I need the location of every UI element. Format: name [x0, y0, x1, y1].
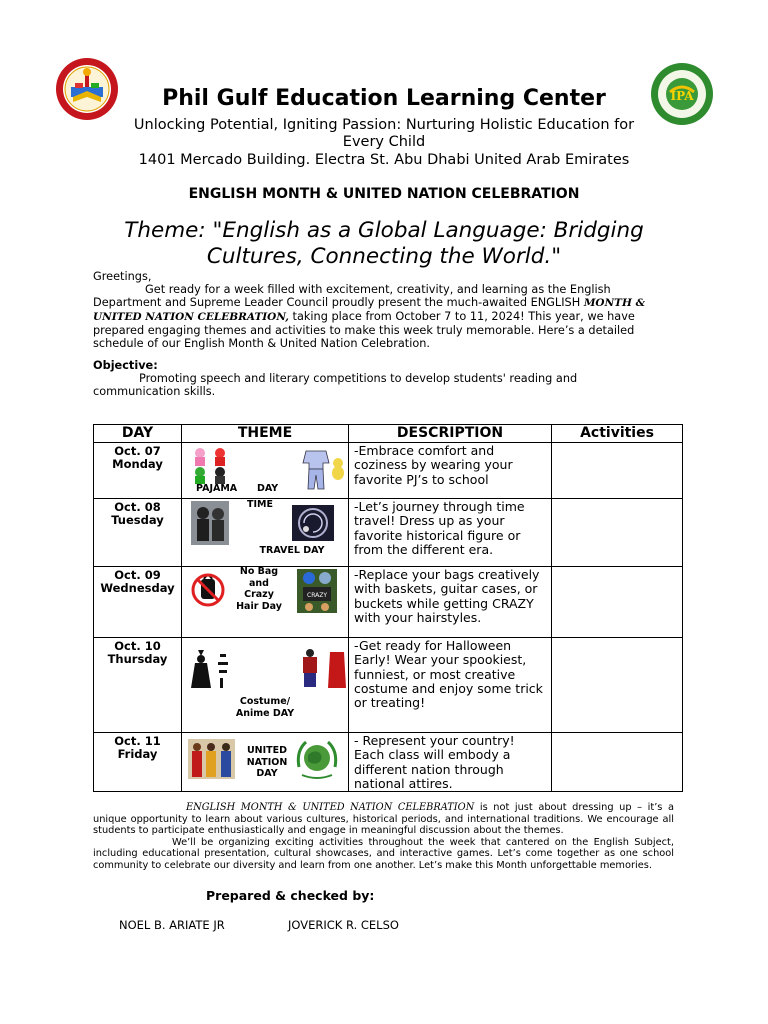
header-activities: Activities: [552, 425, 683, 443]
school-name: Phil Gulf Education Learning Center: [162, 86, 606, 111]
school-address: 1401 Mercado Building. Electra St. Abu Dhabi United Arab Emirates: [138, 152, 630, 168]
description-cell: -Let’s journey through time travel! Dress up as your favorite historical figure or from the different era.: [349, 499, 552, 567]
intro-paragraph: [93, 283, 663, 350]
theme-label: PAJAMA DAY: [196, 483, 279, 494]
closing-text-1: is not just about dressing up – it’s a unique opportunity to learn about various cultures, historical periods, and international traditions. We encourage all students to participate enthusiastically and engage in meaningful discussion about the themes.: [93, 802, 674, 836]
row-date: Oct. 08: [114, 500, 161, 514]
activities-cell: [552, 443, 683, 499]
closing-paragraphs: [93, 802, 674, 871]
plush-toy-image: [331, 457, 345, 481]
table-row: [94, 567, 683, 638]
description-cell: -Replace your bags creatively with baskets, guitar cases, or buckets while getting CRAZY with your hairstyles.: [349, 567, 552, 638]
event-title: ENGLISH MONTH & UNITED NATION CELEBRATION: [188, 186, 580, 202]
activities-cell: [552, 638, 683, 733]
theme-label: UNITED NATION DAY: [246, 745, 288, 779]
table-row: [94, 443, 683, 499]
pajama-set-image: [302, 449, 330, 491]
activities-cell: [552, 499, 683, 567]
united-nations-emblem-image: [294, 737, 340, 781]
row-weekday: Friday: [117, 747, 158, 761]
theme-cell: [182, 443, 349, 499]
theme-label: Costume/ Anime DAY: [235, 696, 295, 719]
svg-text:CRAZY: CRAZY: [307, 592, 327, 599]
superhero-costume-image: [300, 648, 346, 690]
intro-text-a: Get ready for a week filled with excitement, creativity, and learning as the English Department and Supreme Leader Council proudly present the much-awaited ENGLISH: [93, 283, 611, 309]
row-date: Oct. 09: [114, 568, 161, 582]
activities-cell: [552, 567, 683, 638]
theme-cell: [182, 567, 349, 638]
no-bag-icon: [191, 567, 225, 613]
header-day: DAY: [94, 425, 182, 443]
schedule-table: [93, 424, 683, 792]
row-weekday: Thursday: [107, 652, 168, 666]
row-weekday: Monday: [112, 457, 163, 471]
description-cell: - Represent your country! Each class will embody a different nation through national attires.: [349, 733, 552, 792]
right-logo-text: IPA: [670, 89, 694, 103]
national-attire-image: [188, 739, 235, 779]
row-date: Oct. 10: [114, 639, 161, 653]
theme-label: No Bag and Crazy Hair Day: [236, 566, 282, 612]
closing-paragraph-2: We’ll be organizing exciting activities throughout the week that cantered on the English Subject, including educational presentation, cultural showcases, and interactive games. Let’s come together as one school community to celebrate our diversity and learn from one another. Let’s make this Month unforgettable memories.: [93, 836, 674, 871]
table-header-row: [94, 425, 683, 443]
objective-text: Promoting speech and literary competitions to develop students' reading and communication skills.: [93, 372, 578, 398]
table-row: [94, 733, 683, 792]
signer-2: JOVERICK R. CELSO: [288, 918, 399, 932]
header-description: DESCRIPTION: [349, 425, 552, 443]
theme-label-top: TIME: [247, 499, 273, 510]
table-row: [94, 638, 683, 733]
signer-1: NOEL B. ARIATE JR: [119, 918, 225, 932]
closing-emphasis: ENGLISH MONTH & UNITED NATION CELEBRATION: [186, 802, 475, 813]
crazy-hair-image: [297, 569, 337, 613]
objective-label: Objective:: [93, 359, 158, 372]
closing-paragraph-1: [93, 802, 674, 837]
row-weekday: Wednesday: [100, 581, 175, 595]
greeting: Greetings,: [93, 270, 152, 283]
theme-line: Theme: "English as a Global Language: Bridging Cultures, Connecting the World.": [124, 218, 644, 269]
tagline-line-2: Every Child: [342, 134, 426, 150]
theme-cell: [182, 733, 349, 792]
day-cell: [94, 499, 182, 567]
day-cell: [94, 638, 182, 733]
day-cell: [94, 733, 182, 792]
tagline-line-1: Unlocking Potential, Igniting Passion: Nurturing Holistic Education for: [133, 117, 635, 133]
row-date: Oct. 11: [114, 734, 161, 748]
theme-label: TRAVEL DAY: [259, 545, 325, 556]
historical-costume-image: [191, 501, 229, 545]
row-weekday: Tuesday: [111, 513, 164, 527]
intro-emphasis: MONTH & UNITED NATION CELEBRATION,: [93, 297, 646, 323]
table-row: [94, 499, 683, 567]
witch-costume-image: [190, 648, 232, 690]
day-cell: [94, 443, 182, 499]
prepared-label: Prepared & checked by:: [206, 888, 375, 903]
pajama-kids-image: [190, 445, 232, 485]
theme-cell: [182, 638, 349, 733]
description-cell: -Embrace comfort and coziness by wearing your favorite PJ’s to school: [349, 443, 552, 499]
intro-text-b: taking place from October 7 to 11, 2024! This year, we have prepared engaging themes and activities to make this week truly memorable. Here’s a detailed schedule of our English Month & United Nation Celebration.: [93, 310, 635, 350]
time-travel-clock-image: [292, 505, 334, 541]
row-date: Oct. 07: [114, 444, 161, 458]
header-theme: THEME: [182, 425, 349, 443]
description-cell: -Get ready for Halloween Early! Wear your spookiest, funniest, or most creative costume and enjoy some trick or treating!: [349, 638, 552, 733]
activities-cell: [552, 733, 683, 792]
day-cell: [94, 567, 182, 638]
theme-cell: [182, 499, 349, 567]
